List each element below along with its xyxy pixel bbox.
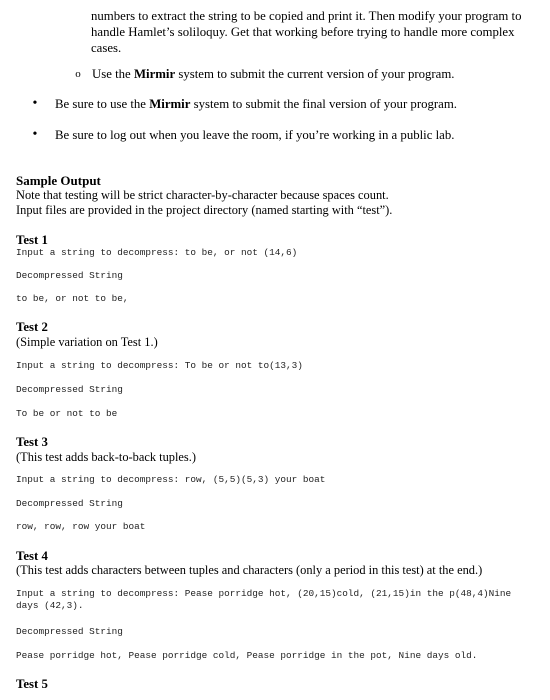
mirmir-bold-label: Mirmir [133,67,176,81]
test-title: Test 1 [16,233,48,247]
decompressed-label: Decompressed String [16,384,123,395]
sample-output-line: Input files are provided in the project directory (named starting with “test”). [16,203,393,217]
test-output-line: To be or not to be [16,408,118,419]
logout-text: Be sure to log out when you leave the room, if you’re working in a public lab. [55,128,455,142]
test-title: Test 2 [16,320,48,334]
submit-current-subitem [74,66,524,82]
decompressed-label: Decompressed String [16,498,123,509]
final-submit-text [55,96,457,112]
test-input-line: Input a string to decompress: Pease porridge hot, (20,15)cold, (21,15)in the p(48,4)Nine days (42,3). [16,588,517,611]
test-description: (This test adds back-to-back tuples.) [16,450,196,464]
bullet-icon: • [32,127,38,142]
final-submit-before: Be sure to use the [55,97,150,111]
final-submit-bullet [31,96,521,112]
test-output-line: row, row, row your boat [16,521,146,532]
test-title: Test 5 [16,677,48,691]
submit-current-before: Use the [92,67,134,81]
test-description: (Simple variation on Test 1.) [16,335,158,349]
logout-bullet [31,127,521,143]
intro-paragraph: numbers to extract the string to be copied and print it. Then modify your program to handle Hamlet’s soliloquy. Get that working before trying to handle more complex cases. [91,9,522,55]
test-description: (This test adds characters between tuples and characters (only a period in this test) at the end.) [16,563,483,577]
submit-current-text [92,66,455,82]
test-input-line: Input a string to decompress: row, (5,5)(5,3) your boat [16,474,326,485]
test-input-line: Input a string to decompress: to be, or not (14,6) [16,247,298,258]
submit-current-after: system to submit the current version of your program. [175,67,455,81]
bullet-icon: • [32,96,38,111]
test-output-line: to be, or not to be, [16,293,129,304]
sample-output-line: Note that testing will be strict character-by-character because spaces count. [16,188,389,202]
mirmir-bold-label: Mirmir [149,97,191,111]
final-submit-after: system to submit the final version of your program. [190,97,457,111]
decompressed-label: Decompressed String [16,270,123,281]
test-title: Test 4 [16,549,48,563]
sub-bullet-icon: o [75,68,81,80]
test-title: Test 3 [16,435,48,449]
decompressed-label: Decompressed String [16,626,123,637]
test-output-line: Pease porridge hot, Pease porridge cold, Pease porridge in the pot, Nine days old. [16,650,478,661]
test-input-line: Input a string to decompress: To be or not to(13,3) [16,360,303,371]
sample-output-title: Sample Output [16,173,101,188]
